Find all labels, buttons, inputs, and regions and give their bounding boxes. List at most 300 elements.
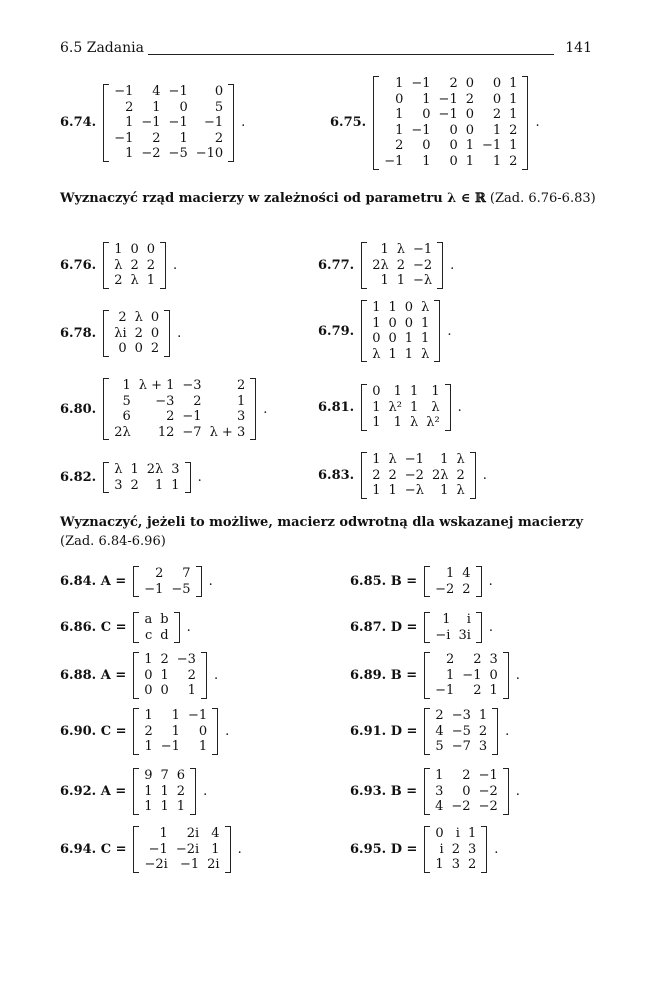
problem-label: 6.86. C = <box>60 620 127 636</box>
matrix-cell: 2λ <box>114 424 131 440</box>
matrix-cell: 7 <box>182 566 191 581</box>
matrix-cell: 4 <box>462 566 471 581</box>
matrix-cell: 1 <box>395 107 404 123</box>
matrix-cell: 0 <box>179 99 188 115</box>
matrix-cell: 0 <box>449 153 458 169</box>
matrix-cell: 5 <box>214 99 224 115</box>
matrix-cell: 3i <box>458 627 471 643</box>
matrix-cell: −1 <box>148 841 168 857</box>
matrix-cell: 1 <box>380 273 389 289</box>
matrix-cell: 1 <box>179 130 188 146</box>
matrix-cell: −10 <box>195 146 224 162</box>
problem-label: 6.84. A = <box>60 574 127 590</box>
matrix-cell: 0 <box>150 325 160 341</box>
matrix-cell: 2 <box>114 273 123 289</box>
problem-label: 6.88. A = <box>60 667 127 683</box>
problem-6-78 <box>60 310 181 357</box>
matrix-cell: −5 <box>171 581 191 597</box>
problem-label: 6.77. <box>318 257 355 273</box>
matrix-cell: 7 <box>160 768 169 783</box>
matrix-cell: 1 <box>144 799 153 815</box>
terminator: . <box>535 115 540 131</box>
matrix-cell: 1 <box>421 315 430 331</box>
matrix-cell: −3 <box>182 378 202 393</box>
matrix-cell: 1 <box>393 415 402 431</box>
matrix-cell: 1 <box>144 783 153 799</box>
matrix-cell: 1 <box>122 378 131 393</box>
matrix-cell: 2λ <box>146 462 164 477</box>
matrix-cell: 3 <box>114 477 123 493</box>
matrix-cell: 1 <box>372 399 381 415</box>
matrix-cell: 1 <box>160 783 169 799</box>
matrix-cell: 2 <box>146 257 156 273</box>
matrix-cell: 1 <box>125 146 134 162</box>
problem-label: 6.83. <box>318 467 355 483</box>
matrix-cell: −1 <box>182 409 202 425</box>
matrix-cell: 1 <box>176 799 186 815</box>
matrix-cell: 2 <box>144 723 153 739</box>
matrix-cell: −7 <box>451 739 471 755</box>
matrix <box>133 566 201 597</box>
matrix-cell: 1 <box>236 393 246 409</box>
matrix-cell: 1 <box>388 346 397 362</box>
matrix-cell: 1 <box>465 138 474 154</box>
matrix-cell: 0 <box>388 315 397 331</box>
matrix-cell: 2 <box>125 99 134 115</box>
problem-label: 6.80. <box>60 401 97 417</box>
terminator: . <box>208 574 213 590</box>
matrix-cell: 0 <box>134 341 143 357</box>
matrix-cell: 1 <box>409 384 419 399</box>
matrix-cell: 4 <box>152 84 161 99</box>
matrix-cell: 1 <box>509 91 518 107</box>
matrix-cell: i <box>439 841 444 857</box>
matrix-cell: 2 <box>152 130 161 146</box>
matrix-cell: λ + 1 <box>138 378 175 393</box>
matrix-cell: 2 <box>449 76 458 91</box>
matrix-cell: 1 <box>372 415 381 431</box>
matrix-cell: 0 <box>435 826 444 841</box>
matrix-cell: −1 <box>114 84 134 99</box>
matrix-cell: 1 <box>187 683 196 699</box>
problem-label: 6.90. C = <box>60 723 127 739</box>
matrix <box>103 84 234 162</box>
matrix-cell: 2i <box>186 826 200 841</box>
matrix-cell: 2 <box>396 257 405 273</box>
matrix-cell: 0 <box>465 122 474 138</box>
matrix <box>424 826 487 873</box>
matrix-cell: 2 <box>492 107 502 123</box>
matrix-cell: −2i <box>175 841 200 857</box>
matrix-cell: 2 <box>193 393 202 409</box>
matrix-cell: 2 <box>236 378 246 393</box>
section-title: 6.5 Zadania <box>60 40 144 56</box>
problem-6-91 <box>350 708 509 755</box>
matrix-cell: 9 <box>144 768 153 783</box>
matrix-cell: 1 <box>380 242 389 257</box>
matrix-cell: 4 <box>211 826 220 841</box>
matrix-cell: 0 <box>130 242 139 257</box>
problem-6-81 <box>318 384 462 431</box>
terminator: . <box>494 841 499 857</box>
matrix-cell: −i <box>435 627 451 643</box>
terminator: . <box>225 723 230 739</box>
problem-6-94 <box>60 826 242 873</box>
matrix-cell: −1 <box>160 739 180 755</box>
matrix <box>133 708 218 755</box>
matrix-cell: 0 <box>489 667 498 683</box>
matrix-cell: 2 <box>155 566 164 581</box>
matrix-cell: 1 <box>198 739 208 755</box>
problem-6-85 <box>350 566 493 597</box>
matrix-cell: 3 <box>451 857 460 873</box>
matrix-cell: −2 <box>435 581 455 597</box>
matrix-cell: 1 <box>152 99 161 115</box>
matrix-cell: 2 <box>473 683 482 699</box>
matrix-cell: −1 <box>404 452 424 467</box>
matrix-cell: 1 <box>160 667 169 683</box>
matrix-cell: 1 <box>171 477 180 493</box>
matrix <box>424 708 498 755</box>
matrix-cell: 1 <box>440 452 449 467</box>
problem-label: 6.95. D = <box>350 841 418 857</box>
matrix-cell: 2 <box>388 467 397 483</box>
matrix-cell: 3 <box>236 409 246 425</box>
matrix-cell: 1 <box>171 723 180 739</box>
matrix-cell: 2 <box>462 581 471 597</box>
problem-label: 6.87. D = <box>350 620 418 636</box>
matrix-cell: λ <box>388 452 397 467</box>
matrix-cell: −1 <box>168 115 188 131</box>
matrix-cell: 2 <box>462 768 471 783</box>
matrix-cell: λ <box>409 415 419 431</box>
matrix-cell: 3 <box>478 739 488 755</box>
matrix-cell: 2 <box>467 857 477 873</box>
matrix-cell: λ <box>114 257 123 273</box>
matrix-cell: 0 <box>404 315 414 331</box>
matrix-cell: −2 <box>478 783 498 799</box>
problem-6-82 <box>60 462 202 493</box>
matrix-cell: −1 <box>438 91 458 107</box>
matrix <box>103 242 166 289</box>
matrix-cell: 0 <box>198 723 208 739</box>
matrix-cell: a <box>144 612 153 627</box>
matrix-cell: λ <box>421 300 430 315</box>
matrix-cell: 1 <box>125 115 134 131</box>
terminator: . <box>505 723 510 739</box>
instruction-rank: Wyznaczyć rząd macierzy w zależności od parametru λ ∈ ℝ (Zad. 6.76-6.83) <box>60 191 596 206</box>
matrix-cell: 1 <box>446 566 455 581</box>
matrix-cell: 2 <box>160 652 169 667</box>
problem-label: 6.74. <box>60 115 97 131</box>
matrix-cell: λ² <box>388 399 402 415</box>
matrix-cell: −1 <box>411 76 431 91</box>
matrix-cell: −3 <box>155 393 175 409</box>
matrix-cell: λ <box>421 346 430 362</box>
matrix-cell: 1 <box>144 708 153 723</box>
problem-6-75 <box>330 76 540 170</box>
matrix <box>133 612 179 643</box>
matrix-cell: 1 <box>396 273 405 289</box>
matrix-cell: 0 <box>146 242 156 257</box>
matrix <box>361 452 476 499</box>
terminator: . <box>482 467 487 483</box>
problem-label: 6.79. <box>318 323 355 339</box>
terminator: . <box>515 667 520 683</box>
matrix-cell: 2 <box>478 723 488 739</box>
problem-label: 6.78. <box>60 325 97 341</box>
matrix-cell: −1 <box>478 768 498 783</box>
problem-label: 6.85. B = <box>350 574 418 590</box>
matrix-cell: 1 <box>489 683 498 699</box>
problem-label: 6.89. B = <box>350 667 418 683</box>
matrix-cell: 2 <box>134 325 143 341</box>
problem-6-92 <box>60 768 207 815</box>
problem-6-83 <box>318 452 487 499</box>
matrix-cell: 0 <box>422 107 431 123</box>
matrix-cell: 1 <box>144 739 153 755</box>
terminator: . <box>237 841 242 857</box>
terminator: . <box>241 115 246 131</box>
matrix-cell: 3 <box>171 462 180 477</box>
terminator: . <box>515 783 520 799</box>
matrix-cell: 2λ <box>431 467 449 483</box>
matrix-cell: 2 <box>166 409 175 425</box>
matrix-cell: −2 <box>413 257 433 273</box>
matrix-cell: −1 <box>384 153 404 169</box>
matrix-cell: 1 <box>492 153 502 169</box>
problem-6-86 <box>60 612 191 643</box>
matrix-cell: 1 <box>478 708 488 723</box>
matrix-cell: 0 <box>214 84 224 99</box>
matrix-cell: 0 <box>449 122 458 138</box>
matrix-cell: 1 <box>465 153 474 169</box>
matrix-cell: 1 <box>146 273 156 289</box>
matrix-cell: −1 <box>114 130 134 146</box>
matrix <box>361 242 443 289</box>
matrix-cell: 3 <box>467 841 477 857</box>
terminator: . <box>177 325 182 341</box>
matrix-cell: 1 <box>422 153 431 169</box>
matrix-cell: 3 <box>435 783 444 799</box>
matrix <box>424 652 509 699</box>
problem-6-80 <box>60 378 267 440</box>
terminator: . <box>213 667 219 683</box>
matrix-cell: 0 <box>150 310 160 325</box>
matrix-cell: −1 <box>462 667 482 683</box>
matrix-cell: 2 <box>130 257 139 273</box>
matrix <box>103 310 170 357</box>
matrix-cell: −1 <box>144 581 164 597</box>
matrix-cell: 5 <box>435 739 444 755</box>
matrix-cell: 1 <box>492 122 502 138</box>
matrix-cell: λ <box>456 483 465 499</box>
terminator: . <box>450 257 455 273</box>
matrix-cell: 1 <box>509 107 518 123</box>
matrix-cell: 1 <box>440 483 449 499</box>
running-header <box>60 40 592 60</box>
matrix-cell: 5 <box>122 393 131 409</box>
matrix-cell: i <box>455 826 460 841</box>
page-number: 141 <box>565 40 592 56</box>
matrix-cell: 1 <box>404 331 414 347</box>
matrix-cell: 12 <box>157 424 175 440</box>
matrix-cell: 2 <box>130 477 139 493</box>
matrix-cell: 1 <box>211 841 220 857</box>
matrix <box>103 378 256 440</box>
matrix-cell: −3 <box>451 708 471 723</box>
matrix-cell: λ <box>130 273 139 289</box>
matrix-cell: λ² <box>426 415 440 431</box>
matrix-cell: 2 <box>395 138 404 154</box>
matrix-cell: −2 <box>404 467 424 483</box>
problem-6-74 <box>60 84 245 162</box>
matrix-cell: λ <box>456 452 465 467</box>
matrix-cell: λ + 3 <box>209 424 246 440</box>
matrix-cell: −1 <box>141 115 161 131</box>
matrix-cell: 1 <box>171 708 180 723</box>
matrix-cell: 1 <box>388 300 397 315</box>
matrix-cell: 0 <box>465 107 474 123</box>
matrix-cell: 1 <box>144 652 153 667</box>
matrix-cell: 3 <box>489 652 498 667</box>
matrix-cell: 0 <box>492 76 502 91</box>
matrix-cell: 2 <box>446 652 455 667</box>
problem-6-79 <box>318 300 451 362</box>
problem-label: 6.75. <box>330 115 367 131</box>
problem-6-76 <box>60 242 177 289</box>
matrix-cell: 0 <box>118 341 127 357</box>
matrix-cell: 0 <box>160 683 169 699</box>
matrix <box>424 768 509 815</box>
matrix-cell: −1 <box>438 107 458 123</box>
matrix-cell: b <box>160 612 169 627</box>
matrix-cell: 1 <box>395 122 404 138</box>
matrix-cell: 1 <box>509 76 518 91</box>
matrix-cell: d <box>160 627 169 643</box>
matrix-cell: −λ <box>413 273 433 289</box>
matrix-cell: 1 <box>442 612 451 627</box>
matrix-cell: −1 <box>413 242 433 257</box>
matrix-cell: 0 <box>465 76 474 91</box>
matrix-cell: λ <box>372 346 381 362</box>
matrix-cell: −5 <box>451 723 471 739</box>
terminator: . <box>488 620 494 636</box>
matrix-cell: 1 <box>467 826 477 841</box>
matrix-cell: −1 <box>168 84 188 99</box>
matrix <box>373 76 528 170</box>
matrix-cell: 2 <box>473 652 482 667</box>
matrix-cell: −1 <box>435 683 455 699</box>
matrix-cell: 0 <box>395 91 404 107</box>
problem-6-89 <box>350 652 520 699</box>
matrix-cell: 2 <box>214 130 224 146</box>
matrix-cell: −5 <box>168 146 188 162</box>
matrix-cell: 0 <box>144 667 153 683</box>
matrix-cell: 1 <box>421 331 430 347</box>
matrix-cell: 2i <box>207 857 220 873</box>
matrix-cell: −1 <box>203 115 224 131</box>
matrix <box>361 384 450 431</box>
matrix-cell: −1 <box>411 122 431 138</box>
matrix <box>133 768 196 815</box>
matrix <box>424 566 481 597</box>
matrix <box>424 612 482 643</box>
matrix-cell: −7 <box>182 424 202 440</box>
matrix-cell: 2 <box>456 467 465 483</box>
problem-label: 6.93. B = <box>350 783 418 799</box>
terminator: . <box>488 574 493 590</box>
problem-label: 6.92. A = <box>60 783 127 799</box>
matrix-cell: −2i <box>144 857 168 873</box>
matrix-cell: 4 <box>435 723 444 739</box>
matrix <box>133 652 207 699</box>
matrix-cell: 2 <box>435 708 444 723</box>
matrix-cell: 1 <box>372 452 381 467</box>
terminator: . <box>457 399 462 415</box>
matrix-cell: −2 <box>478 799 498 815</box>
problem-label: 6.81. <box>318 399 355 415</box>
terminator: . <box>197 470 202 486</box>
matrix-cell: λ <box>114 462 123 477</box>
matrix-cell: −2 <box>451 799 471 815</box>
matrix-cell: 0 <box>492 91 502 107</box>
matrix-cell: −1 <box>187 708 208 723</box>
matrix-cell: 2 <box>451 841 460 857</box>
matrix-cell: 1 <box>130 462 139 477</box>
matrix-cell: 2 <box>187 667 196 683</box>
matrix-cell: 2 <box>176 783 186 799</box>
matrix-cell: 1 <box>435 768 444 783</box>
matrix-cell: 1 <box>372 315 381 331</box>
matrix-cell: 2 <box>509 153 518 169</box>
matrix-cell: 0 <box>144 683 153 699</box>
matrix-cell: 1 <box>446 667 455 683</box>
problem-6-93 <box>350 768 520 815</box>
matrix-cell: 2 <box>465 91 474 107</box>
matrix <box>361 300 440 362</box>
matrix-cell: 6 <box>122 409 131 425</box>
terminator: . <box>203 783 208 799</box>
matrix-cell: 0 <box>372 384 381 399</box>
matrix-cell: 1 <box>160 799 169 815</box>
matrix <box>103 462 190 493</box>
matrix-cell: 0 <box>388 331 397 347</box>
header-rule <box>148 54 554 55</box>
matrix-cell: 1 <box>388 483 397 499</box>
problem-label: 6.94. C = <box>60 841 127 857</box>
matrix-cell: 2 <box>150 341 160 357</box>
matrix-cell: 1 <box>159 826 168 841</box>
matrix-cell: 1 <box>431 384 440 399</box>
problem-label: 6.91. D = <box>350 723 418 739</box>
problem-6-95 <box>350 826 498 873</box>
matrix-cell: 1 <box>509 138 518 154</box>
matrix-cell: 0 <box>422 138 431 154</box>
matrix-cell: 1 <box>435 857 444 873</box>
matrix-cell: 0 <box>449 138 458 154</box>
problem-6-90 <box>60 708 229 755</box>
matrix-cell: 1 <box>372 300 381 315</box>
terminator: . <box>173 257 178 273</box>
instruction-inverse: Wyznaczyć, jeżeli to możliwe, macierz odwrotną dla wskazanej macierzy (Zad. 6.84-6.96) <box>60 515 584 549</box>
problem-label: 6.82. <box>60 470 97 486</box>
terminator: . <box>186 620 191 636</box>
matrix-cell: λ <box>134 310 143 325</box>
matrix-cell: 1 <box>422 91 431 107</box>
problem-6-84 <box>60 566 213 597</box>
problem-label: 6.76. <box>60 257 97 273</box>
